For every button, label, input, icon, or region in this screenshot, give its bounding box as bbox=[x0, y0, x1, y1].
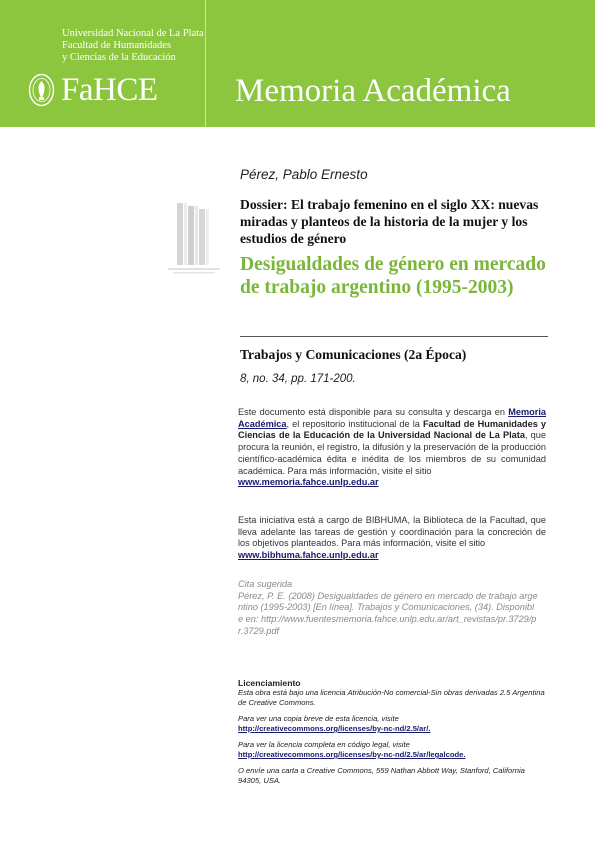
journal-name: Trabajos y Comunicaciones (2a Época) bbox=[240, 347, 467, 362]
faculty-name: Facultad de Humanidades y Ciencias de la Educación de la Universidad Nacional de La Plata bbox=[238, 418, 546, 441]
memoria-books-logo-icon bbox=[165, 200, 225, 280]
suggested-citation bbox=[238, 579, 538, 638]
bibhuma-text: Esta iniciativa está a cargo de BIBHUMA, la Biblioteca de la Facultad, que lleva adelante las tareas de gestión y coordinación para la concreción de los objetivos planteados. Para más información, visite el sitio bbox=[238, 515, 546, 549]
title-divider bbox=[240, 336, 548, 337]
bibhuma-site-link[interactable]: www.bibhuma.fahce.unlp.edu.ar bbox=[238, 550, 379, 561]
memoria-site-link[interactable]: www.memoria.fahce.unlp.edu.ar bbox=[238, 477, 379, 488]
fahce-logo-text: FaHCE bbox=[61, 72, 158, 108]
availability-text-3: , que procura la reunión, el registro, la difusión y la preservación de la producción científico-académica édita e inédita de los miembros de su comunidad académica. Para más información, visite el sitio bbox=[238, 430, 546, 476]
license-section bbox=[238, 678, 550, 786]
license-full-link[interactable]: http://creativecommons.org/licenses/by-nc-nd/2.5/ar/legalcode. bbox=[238, 750, 466, 759]
header-banner bbox=[0, 0, 595, 127]
license-statement: Esta obra está bajo una licencia Atribución-No comercial-Sin obras derivadas 2.5 Argentina de Creative Commons. bbox=[238, 688, 545, 707]
university-name bbox=[62, 28, 204, 64]
license-full-text: Para ver la licencia completa en código legal, visite bbox=[238, 740, 410, 749]
document-author: Pérez, Pablo Ernesto bbox=[240, 167, 368, 182]
dossier-title: Dossier: El trabajo femenino en el siglo XX: nuevas miradas y planteos de la historia de la mujer y los estudios de género bbox=[240, 197, 539, 246]
citation-text: Pérez, P. E. (2008) Desigualdades de género en mercado de trabajo argentino (1995-2003) [En línea]. Trabajos y Comunicaciones, (34). Disponible en: http://www.fuentesmemoria.fahce.unlp.edu.ar/art_revistas/pr.3729/pr.3729.pdf bbox=[238, 590, 538, 636]
header-divider bbox=[205, 0, 206, 127]
availability-text: Este documento está disponible para su consulta y descarga en bbox=[238, 407, 509, 417]
availability-text-2: , el repositorio institucional de la bbox=[286, 418, 423, 429]
issue-reference: 8, no. 34, pp. 171-200. bbox=[240, 373, 356, 385]
university-line: Universidad Nacional de La Plata bbox=[62, 28, 204, 39]
document-title: Desigualdades de género en mercado de trabajo argentino (1995-2003) bbox=[240, 254, 546, 298]
repository-title: Memoria Académica bbox=[235, 73, 511, 109]
bibhuma-paragraph bbox=[238, 515, 546, 562]
availability-paragraph bbox=[238, 407, 546, 489]
university-seal-icon bbox=[28, 73, 55, 107]
license-mail-text: O envíe una carta a Creative Commons, 559 Nathan Abbott Way, Stanford, California 94305, USA. bbox=[238, 766, 525, 785]
faculty-line: Facultad de Humanidades bbox=[62, 40, 172, 51]
memoria-academica-link[interactable]: Memoria Académica bbox=[238, 407, 546, 429]
license-short-text: Para ver una copia breve de esta licencia, visite bbox=[238, 714, 399, 723]
citation-label: Cita sugerida bbox=[238, 579, 293, 589]
license-short-link[interactable]: http://creativecommons.org/licenses/by-nc-nd/2.5/ar/. bbox=[238, 724, 431, 733]
faculty-line-2: y Ciencias de la Educación bbox=[62, 52, 176, 63]
license-heading: Licenciamiento bbox=[238, 678, 301, 688]
